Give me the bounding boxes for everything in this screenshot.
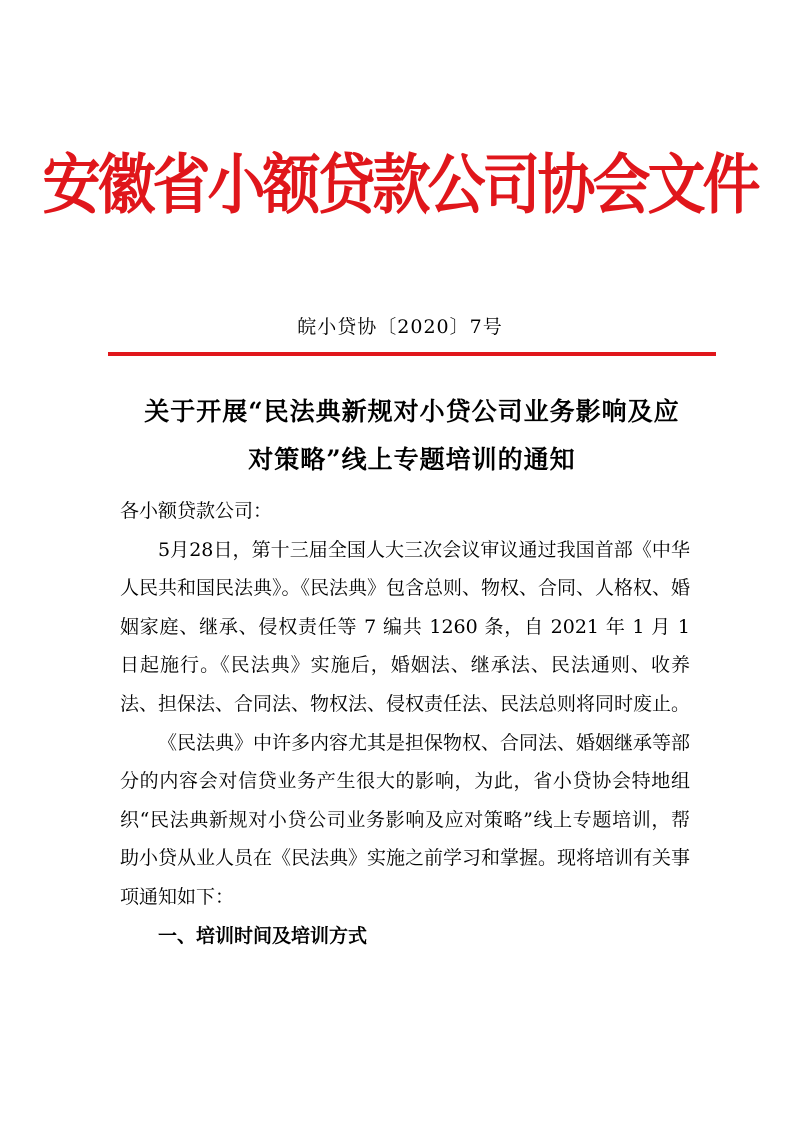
- salutation: 各小额贷款公司：: [120, 500, 273, 522]
- paragraph-2: 《民法典》中许多内容尤其是担保物权、合同法、婚姻继承等部分的内容会对信贷业务产生很大的影响，为此，省小贷协会特地组织“民法典新规对小贷公司业务影响及应对策略”线上专题培训，帮助小贷从业人员在《民法典》实施之前学习和掌握。现将培训有关事项通知如下：: [120, 731, 691, 908]
- notice-title-line-1: 关于开展“民法典新规对小贷公司业务影响及应: [144, 397, 680, 426]
- issuing-organization-title: 安徽省小额贷款公司协会文件: [42, 146, 758, 223]
- notice-title: [108, 388, 716, 484]
- red-separator-line: [108, 352, 716, 356]
- notice-body: [120, 492, 690, 955]
- document-number: 皖小贷协〔2020〕7号: [297, 316, 503, 338]
- section-heading-1: 一、培训时间及培训方式: [158, 924, 368, 947]
- paragraph-1: 5月28日，第十三届全国人大三次会议审议通过我国首部《中华人民共和国民法典》。《民法典》包含总则、物权、合同、人格权、婚姻家庭、继承、侵权责任等 7 编共 1260 条，自 2021 年 1 月 1 日起施行。《民法典》实施后，婚姻法、继承法、民法通则、收养法、担保法、合同法、物权法、侵权责任法、民法总则将同时废止。: [120, 538, 691, 715]
- notice-title-line-2: 对策略”线上专题培训的通知: [248, 445, 576, 474]
